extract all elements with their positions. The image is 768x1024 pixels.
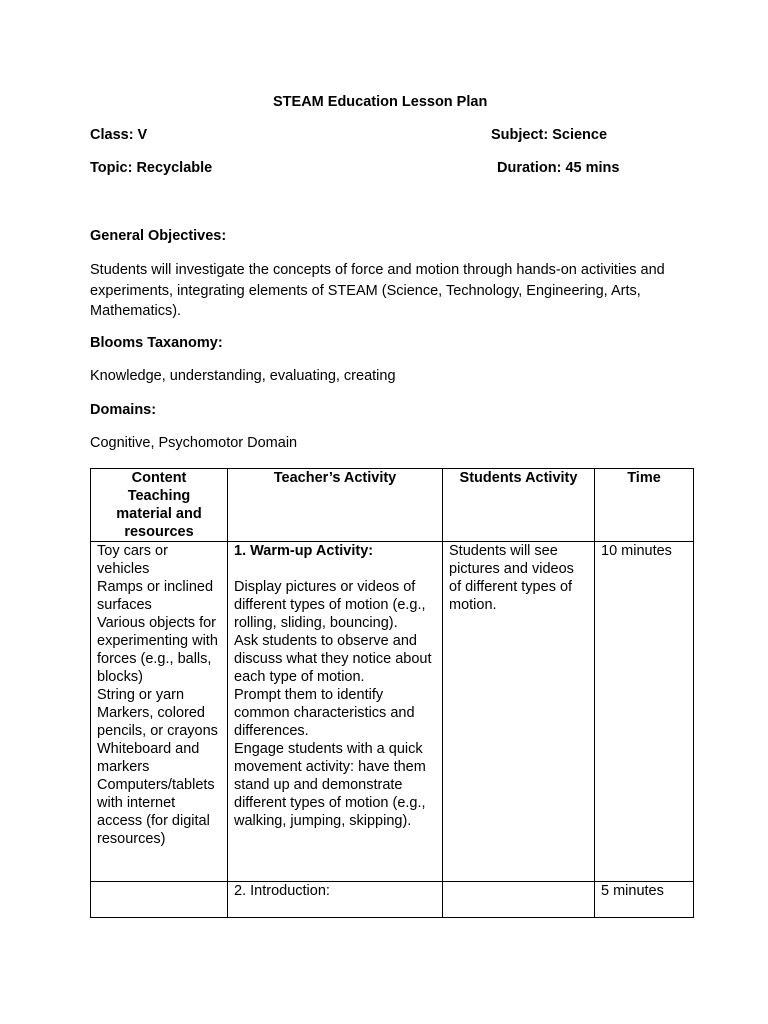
list-item: Computers/tablets with internet access (for digital resources) bbox=[97, 777, 215, 847]
document-title: STEAM Education Lesson Plan bbox=[273, 94, 488, 110]
header-teacher-activity: Teacher’s Activity bbox=[228, 469, 443, 542]
list-item: Whiteboard and markers bbox=[97, 741, 200, 775]
teacher-activity-cell bbox=[228, 542, 443, 882]
duration-label: Duration: 45 mins bbox=[497, 160, 620, 176]
table-header-row bbox=[91, 469, 694, 542]
table-row bbox=[91, 542, 694, 882]
activity-line: Ask students to observe and discuss what they notice about each type of motion. bbox=[234, 633, 432, 685]
header-time: Time bbox=[595, 469, 694, 542]
materials-cell bbox=[91, 882, 228, 918]
table-row bbox=[91, 882, 694, 918]
class-label: Class: V bbox=[90, 127, 148, 143]
header-students-activity: Students Activity bbox=[443, 469, 595, 542]
domains-heading: Domains: bbox=[90, 402, 157, 418]
lesson-plan-table bbox=[90, 468, 694, 918]
domains-text: Cognitive, Psychomotor Domain bbox=[90, 435, 298, 451]
activity-heading: 1. Warm-up Activity: bbox=[234, 543, 374, 559]
list-item: String or yarn bbox=[97, 687, 185, 703]
topic-label: Topic: Recyclable bbox=[90, 160, 213, 176]
list-item: Toy cars or vehicles bbox=[97, 543, 168, 577]
students-activity-cell: Students will see pictures and videos of different types of motion. bbox=[443, 542, 595, 882]
subject-label: Subject: Science bbox=[491, 127, 608, 143]
teacher-activity-cell: 2. Introduction: bbox=[228, 882, 443, 918]
materials-cell bbox=[91, 542, 228, 882]
blooms-text: Knowledge, understanding, evaluating, creating bbox=[90, 368, 396, 384]
activity-line: Engage students with a quick movement activity: have them stand up and demonstrate different types of motion (e.g., walking, jumping, skipping). bbox=[234, 741, 426, 829]
general-objectives-heading: General Objectives: bbox=[90, 228, 227, 244]
header-content: Content Teaching material and resources bbox=[91, 469, 228, 542]
list-item: Various objects for experimenting with forces (e.g., balls, blocks) bbox=[97, 615, 218, 685]
list-item: Markers, colored pencils, or crayons bbox=[97, 705, 218, 739]
blooms-heading: Blooms Taxanomy: bbox=[90, 335, 223, 351]
time-cell: 5 minutes bbox=[595, 882, 694, 918]
list-item: Ramps or inclined surfaces bbox=[97, 579, 214, 613]
activity-line: Prompt them to identify common characteristics and differences. bbox=[234, 687, 415, 739]
students-activity-cell bbox=[443, 882, 595, 918]
general-objectives-text: Students will investigate the concepts of force and motion through hands-on activities and experiments, integrating elements of STEAM (Science, Technology, Engineering, Arts, Mathematics). bbox=[90, 262, 665, 319]
activity-line: Display pictures or videos of different types of motion (e.g., rolling, sliding, bouncing). bbox=[234, 579, 426, 631]
time-cell: 10 minutes bbox=[595, 542, 694, 882]
